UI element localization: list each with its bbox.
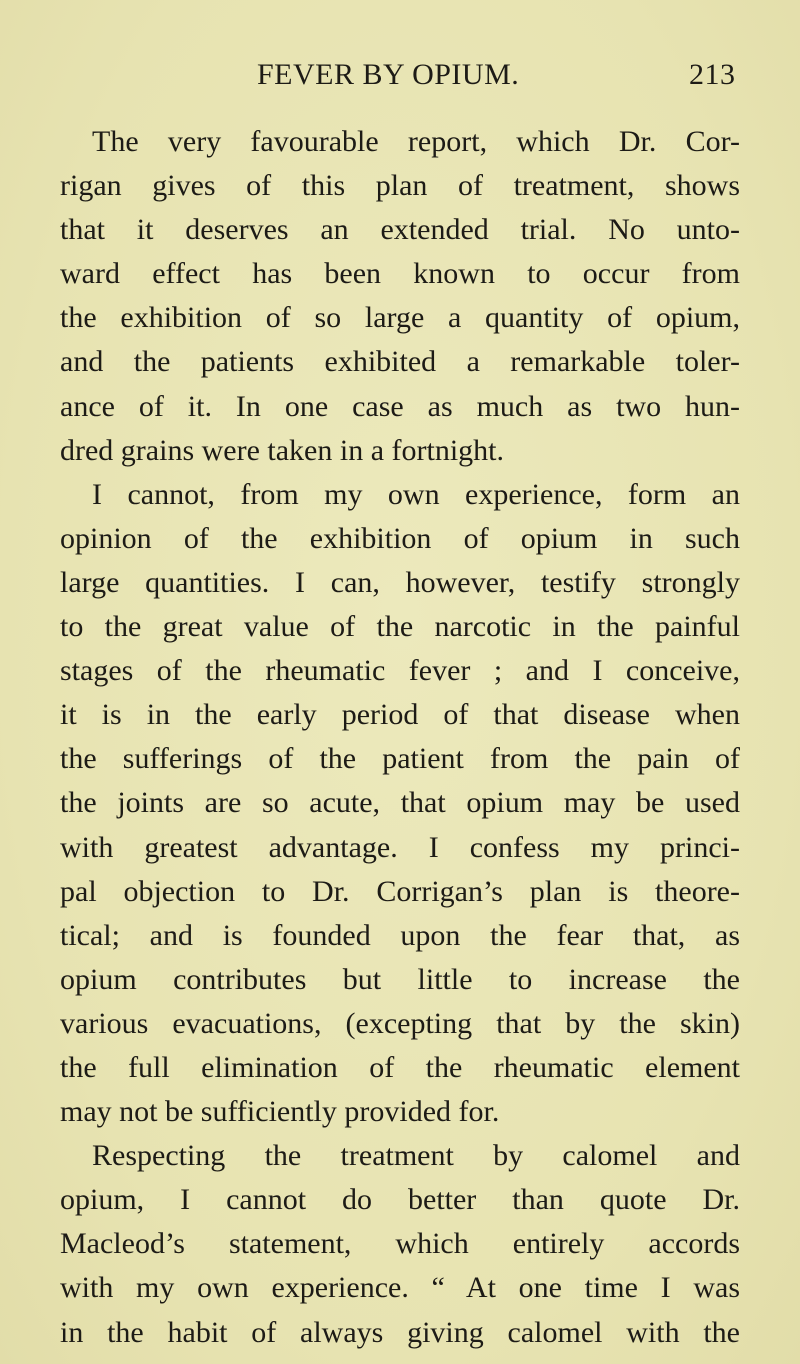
text-line: may not be sufficiently provided for. [60, 1095, 500, 1129]
text-line: opium contributes but little to increase the [60, 962, 740, 996]
text-line: with my own experience. “ At one time I was [60, 1271, 740, 1305]
body-text [60, 120, 740, 1355]
running-head [0, 58, 800, 98]
text-line: I cannot, from my own experience, form an [92, 477, 740, 511]
text-line: in the habit of always giving calomel with the [60, 1315, 740, 1349]
text-line: with greatest advantage. I confess my princi- [60, 830, 740, 864]
text-line: pal objection to Dr. Corrigan’s plan is theore- [60, 874, 740, 908]
page-number: 213 [689, 58, 736, 91]
text-line: The very favourable report, which Dr. Cor- [92, 125, 740, 158]
text-line: opinion of the exhibition of opium in such [60, 521, 740, 555]
text-line: rigan gives of this plan of treatment, shows [60, 169, 740, 203]
text-line: the joints are so acute, that opium may be used [60, 786, 740, 820]
text-line: Macleod’s statement, which entirely accords [60, 1227, 740, 1261]
text-line: dred grains were taken in a fortnight. [60, 433, 505, 467]
running-title: FEVER BY OPIUM. [257, 58, 520, 91]
text-line: the sufferings of the patient from the pain of [60, 742, 740, 776]
text-line: it is in the early period of that disease when [60, 698, 740, 732]
text-line: ward effect has been known to occur from [60, 257, 740, 291]
text-line: tical; and is founded upon the fear that, as [60, 918, 740, 952]
text-line: to the great value of the narcotic in the painful [60, 610, 740, 644]
text-line: the exhibition of so large a quantity of opium, [60, 301, 740, 335]
text-line: stages of the rheumatic fever ; and I conceive, [60, 654, 740, 688]
text-line: the full elimination of the rheumatic element [60, 1050, 740, 1084]
text-line: large quantities. I can, however, testify strongly [60, 565, 740, 599]
text-line: various evacuations, (excepting that by the skin) [60, 1006, 740, 1040]
text-line: Respecting the treatment by calomel and [92, 1139, 740, 1173]
text-line: and the patients exhibited a remarkable toler- [60, 345, 740, 379]
text-line: ance of it. In one case as much as two hun- [60, 389, 740, 423]
text-line: opium, I cannot do better than quote Dr. [60, 1183, 740, 1217]
text-line: that it deserves an extended trial. No unto- [60, 213, 740, 247]
